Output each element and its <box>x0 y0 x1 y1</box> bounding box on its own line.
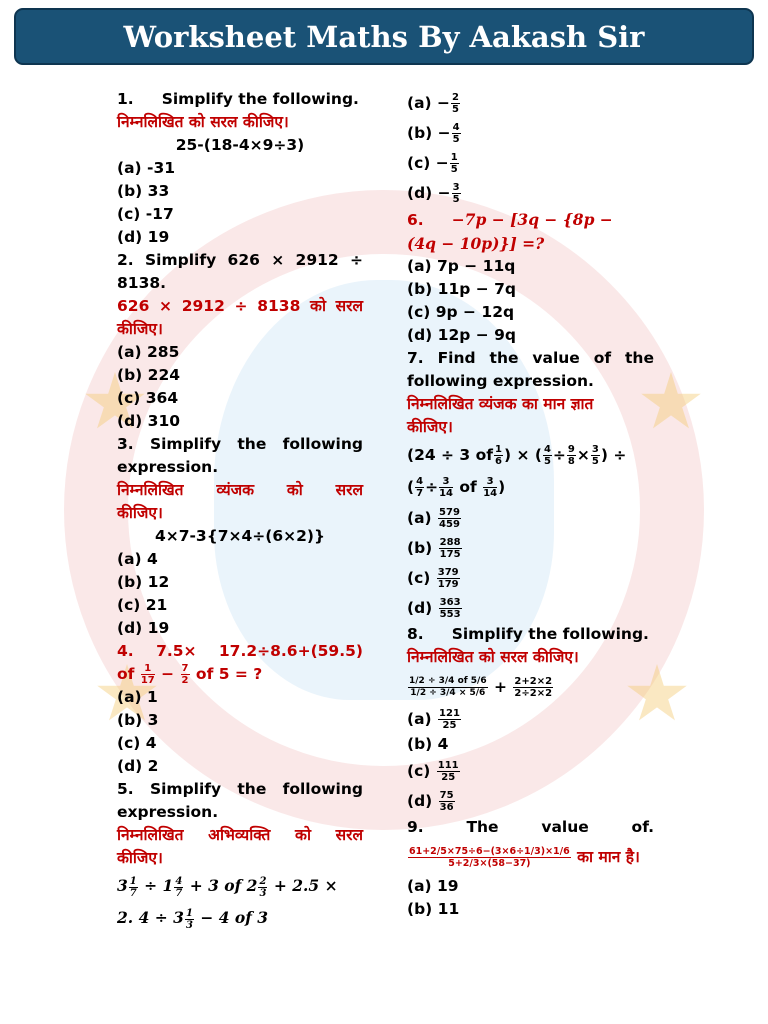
q8-option-c: (c) $\frac{111}{25}$ <box>407 760 459 783</box>
q9-option-b: (b) 11 <box>407 900 460 918</box>
q4-title: 4. 7.5× 17.2÷8.6+(59.5) <box>117 642 363 660</box>
q8-option-b: (b) 4 <box>407 735 449 753</box>
q4-option-b: (b) 3 <box>117 711 159 729</box>
q7-expression-line1: (24 ÷ 3 of $\frac{1}{6}$ ) × ( $\frac{4}{5}$ ÷ $\frac{9}{8}$ × $\frac{3}{5}$ ) ÷ <box>407 444 627 467</box>
q3-option-c: (c) 21 <box>117 596 168 614</box>
q3-expression: 4×7-3{7×4÷(6×2)} <box>154 527 326 545</box>
q2-option-c: (c) 364 <box>117 389 179 407</box>
q7-option-c: (c) $\frac{379}{179}$ <box>407 567 459 590</box>
q5-title: 5. Simplify the following <box>117 780 363 798</box>
q7-title-cont: following expression. <box>407 372 594 390</box>
q4-option-a: (a) 1 <box>117 688 158 706</box>
q2-hindi: 626 × 2912 ÷ 8138 को सरल <box>117 297 363 315</box>
q7-option-a: (a) $\frac{579}{459}$ <box>407 507 460 530</box>
q5-hindi: निम्नलिखित अभिव्यक्ति को सरल <box>117 826 363 844</box>
q8-option-a: (a) $\frac{121}{25}$ <box>407 708 460 731</box>
q1-option-b: (b) 33 <box>117 182 170 200</box>
q5-expression-line1: 3 $\frac{1}{7}$ ÷ 1 $\frac{4}{7}$ + 3 of 2 $\frac{2}{3}$ + 2.5 × <box>117 875 338 899</box>
q2-title-cont: 8138. <box>117 274 167 292</box>
q3-title-cont: expression. <box>117 458 219 476</box>
q6-option-d: (d) 12p − 9q <box>407 326 516 344</box>
q3-hindi: निम्नलिखित व्यंजक को सरल <box>117 481 363 499</box>
q1-title: 1. Simplify the following. <box>117 90 359 108</box>
q5-option-d: (d) − $\frac{3}{5}$ <box>407 182 460 205</box>
q1-option-c: (c) -17 <box>117 205 174 223</box>
q3-option-a: (a) 4 <box>117 550 158 568</box>
q5-expression-line2: 2. 4 ÷ 3 $\frac{1}{3}$ − 4 of 3 <box>117 907 269 931</box>
q7-option-b: (b) $\frac{288}{175}$ <box>407 537 461 560</box>
q6-option-a: (a) 7p − 11q <box>407 257 516 275</box>
q4-fraction-1: $\frac{1}{17}$ <box>140 663 155 686</box>
page-title: Worksheet Maths By Aakash Sir <box>123 19 645 54</box>
q6-title-cont: (4q − 10p)}] =? <box>407 234 545 253</box>
q9-expression: $\frac{61+2/5\times 75\div 6-(3\times 6\div 1/3)\times 1/6}{5+2/3\times(58-37)}$ का मान है। <box>409 846 640 869</box>
q9-title: 9. The value of. <box>407 818 654 836</box>
q5-hindi-cont: कीजिए। <box>117 849 163 867</box>
q4-option-d: (d) 2 <box>117 757 159 775</box>
q4-title-cont: of $\frac{1}{17}$ − $\frac{7}{2}$ of 5 = ? <box>117 663 263 686</box>
q5-option-b: (b) − $\frac{4}{5}$ <box>407 122 460 145</box>
q2-title: 2. Simplify 626 × 2912 ÷ <box>117 251 363 269</box>
q3-option-b: (b) 12 <box>117 573 170 591</box>
q2-option-a: (a) 285 <box>117 343 180 361</box>
q7-option-d: (d) $\frac{363}{553}$ <box>407 597 461 620</box>
q8-hindi: निम्नलिखित को सरल कीजिए। <box>407 648 579 666</box>
q8-title: 8. Simplify the following. <box>407 625 649 643</box>
q3-hindi-cont: कीजिए। <box>117 504 163 522</box>
q2-option-d: (d) 310 <box>117 412 181 430</box>
left-column <box>117 88 363 934</box>
q4-option-c: (c) 4 <box>117 734 157 752</box>
q7-hindi: निम्नलिखित व्यंजक का मान ज्ञात <box>407 395 594 413</box>
q7-title: 7. Find the value of the <box>407 349 654 367</box>
right-column <box>407 88 654 921</box>
title-banner <box>14 8 754 65</box>
q1-expression: 25-(18-4×9÷3) <box>175 136 305 154</box>
q5-option-a: (a) − $\frac{2}{5}$ <box>407 92 460 115</box>
q7-hindi-cont: कीजिए। <box>407 418 453 436</box>
q8-expression: $\frac{1/2 \div 3/4 of 5/6}{1/2 \div 3/4 \times 5/6}$ + $\frac{2+2\times 2}{2\div 2\times 2}$ <box>409 676 553 699</box>
q6-option-b: (b) 11p − 7q <box>407 280 516 298</box>
q3-option-d: (d) 19 <box>117 619 170 637</box>
q3-title: 3. Simplify the following <box>117 435 363 453</box>
q2-hindi-cont: कीजिए। <box>117 320 163 338</box>
q4-fraction-2: $\frac{7}{2}$ <box>181 663 189 686</box>
q1-option-d: (d) 19 <box>117 228 170 246</box>
q1-option-a: (a) -31 <box>117 159 176 177</box>
q8-option-d: (d) $\frac{75}{36}$ <box>407 790 454 813</box>
q5-title-cont: expression. <box>117 803 219 821</box>
q1-hindi: निम्नलिखित को सरल कीजिए। <box>117 113 289 131</box>
q9-option-a: (a) 19 <box>407 877 459 895</box>
q6-option-c: (c) 9p − 12q <box>407 303 515 321</box>
q5-option-c: (c) − $\frac{1}{5}$ <box>407 152 458 175</box>
q7-expression-line2: ( $\frac{4}{7}$ ÷ $\frac{3}{14}$ of $\frac{3}{14}$ ) <box>407 476 506 499</box>
q2-option-b: (b) 224 <box>117 366 181 384</box>
q6-title: 6. −7p − [3q − {8p − <box>407 210 613 229</box>
